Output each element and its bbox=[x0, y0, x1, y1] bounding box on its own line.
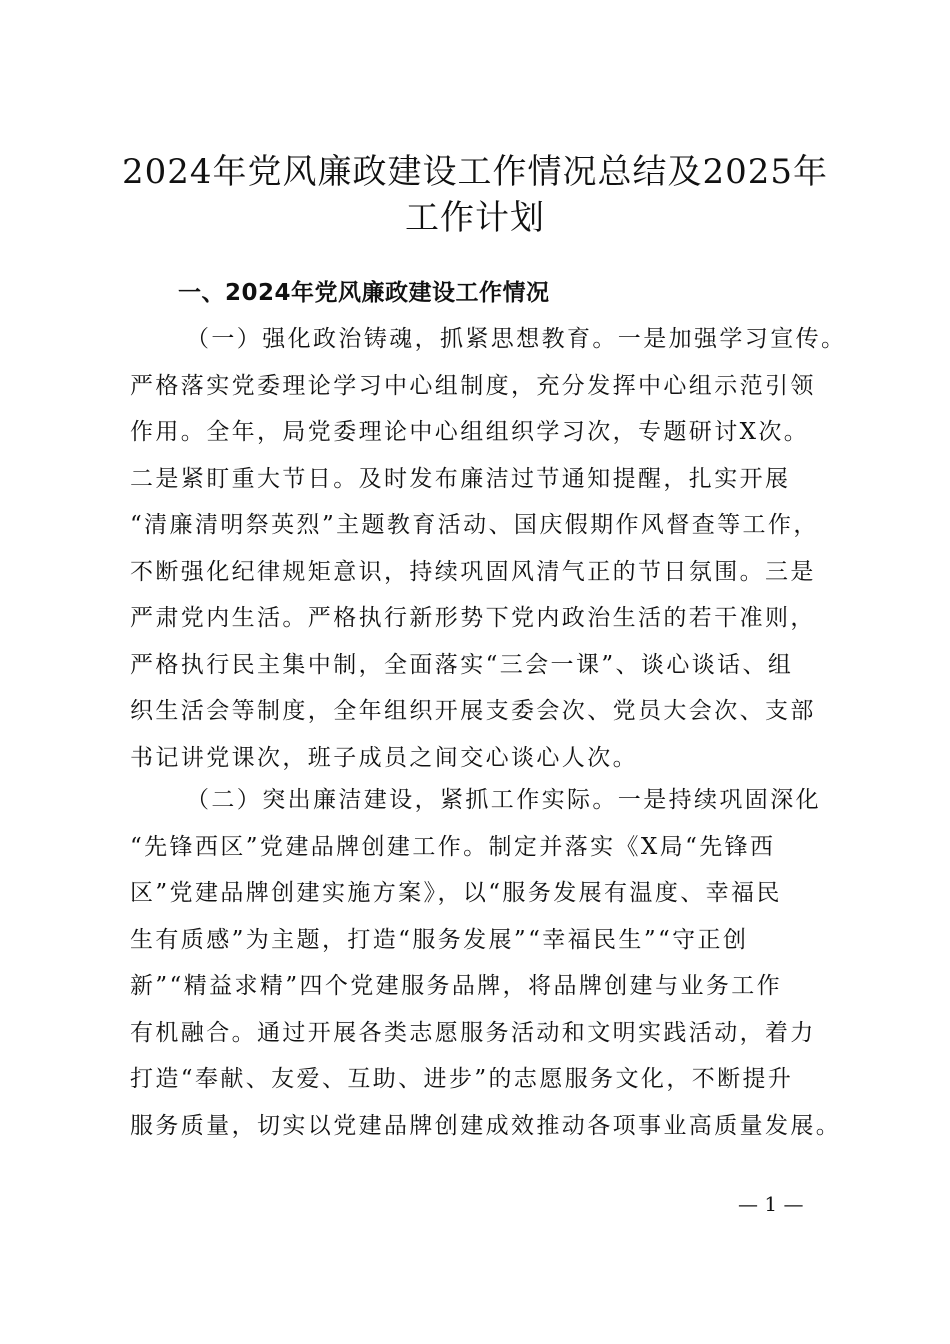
document-title-line-2: 工作计划 bbox=[405, 198, 545, 238]
paragraph-1 bbox=[130, 316, 860, 781]
paragraph-line: “清廉清明祭英烈”主题教育活动、国庆假期作风督查等工作， bbox=[130, 512, 819, 538]
paragraph-line: 书记讲党课次，班子成员之间交心谈心人次。 bbox=[130, 744, 638, 771]
paragraph-line: “先锋西区”党建品牌创建工作。制定并落实《X局“先锋西 bbox=[130, 833, 776, 860]
paragraph-line: 作用。全年，局党委理论中心组组织学习次，专题研讨X次。 bbox=[130, 419, 810, 445]
paragraph-line: 有机融合。通过开展各类志愿服务活动和文明实践活动，着力 bbox=[130, 1019, 816, 1046]
paragraph-line: 严肃党内生活。严格执行新形势下党内政治生活的若干准则， bbox=[130, 605, 816, 631]
section-heading: 一、2024年党风廉政建设工作情况 bbox=[178, 280, 550, 306]
paragraph-line: 生有质感”为主题，打造“服务发展”“幸福民生”“守正创 bbox=[130, 926, 749, 953]
document-title-line-1: 2024年党风廉政建设工作情况总结及2025年 bbox=[121, 152, 829, 192]
paragraph-2 bbox=[130, 777, 860, 1149]
paragraph-line: （一）强化政治铸魂，抓紧思想教育。一是加强学习宣传。 bbox=[186, 326, 847, 352]
paragraph-line: 新”“精益求精”四个党建服务品牌，将品牌创建与业务工作 bbox=[130, 973, 783, 999]
paragraph-line: 不断强化纪律规矩意识，持续巩固风清气正的节日氛围。三是 bbox=[130, 558, 816, 585]
paragraph-line: （二）突出廉洁建设，紧抓工作实际。一是持续巩固深化 bbox=[186, 787, 821, 813]
paragraph-line: 服务质量，切实以党建品牌创建成效推动各项事业高质量发展。 bbox=[130, 1112, 842, 1139]
paragraph-line: 严格落实党委理论学习中心组制度，充分发挥中心组示范引领 bbox=[130, 372, 816, 399]
paragraph-line: 二是紧盯重大节日。及时发布廉洁过节通知提醒，扎实开展 bbox=[130, 465, 791, 492]
paragraph-line: 打造“奉献、友爱、互助、进步”的志愿服务文化，不断提升 bbox=[130, 1066, 794, 1092]
page-number: — 1 — bbox=[738, 1192, 804, 1216]
paragraph-line: 严格执行民主集中制，全面落实“三会一课”、谈心谈话、组 bbox=[130, 651, 794, 678]
paragraph-line: 区”党建品牌创建实施方案》，以“服务发展有温度、幸福民 bbox=[130, 880, 782, 906]
paragraph-line: 织生活会等制度，全年组织开展支委会次、党员大会次、支部 bbox=[130, 698, 816, 724]
